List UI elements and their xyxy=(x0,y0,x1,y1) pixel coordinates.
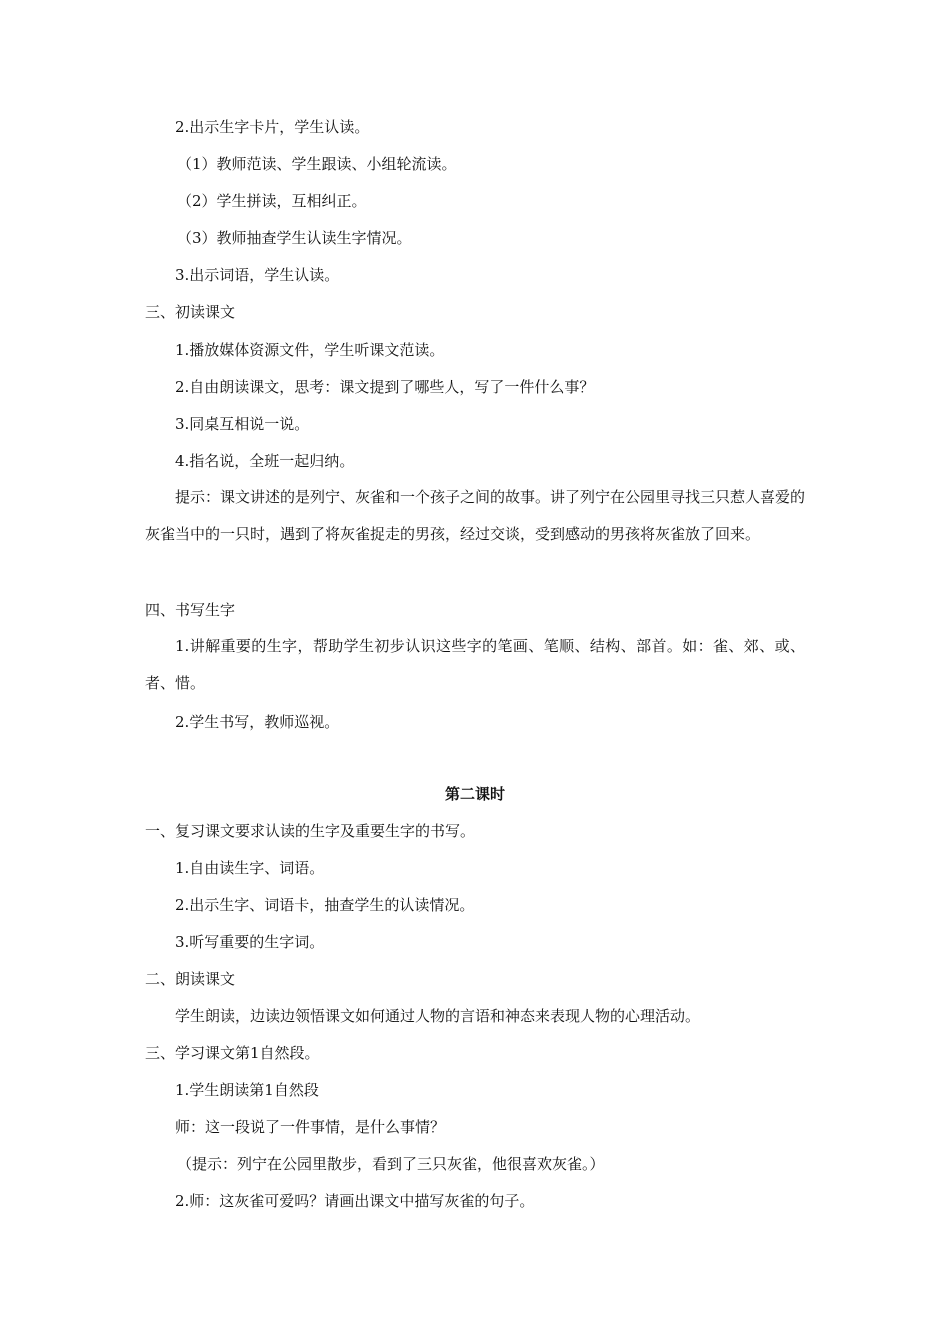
read-aloud-body: 学生朗读，边读边领悟课文如何通过人物的言语和神态来表现人物的心理活动。 xyxy=(175,1007,701,1025)
hint-answer: （提示：列宁在公园里散步，看到了三只灰雀，他很喜欢灰雀。） xyxy=(177,1155,605,1173)
hint-paragraph: 提示：课文讲述的是列宁、灰雀和一个孩子之间的故事。讲了列宁在公园里寻找三只惹人喜爱的灰雀当中的一只时，遇到了将灰雀捉走的男孩，经过交谈，受到感动的男孩将灰雀放了回来。 xyxy=(145,488,806,543)
step-explain-characters: 1.讲解重要的生字，帮助学生初步认识这些字的笔画、笔顺、结构、部首。如：雀、郊、或、者、惜。 xyxy=(145,637,805,692)
teacher-question: 师：这一段说了一件事情，是什么事情？ xyxy=(175,1118,446,1136)
step-read-words: 1.自由读生字、词语。 xyxy=(175,859,325,877)
section-heading-writing: 四、书写生字 xyxy=(145,601,236,619)
section-heading-read-aloud: 二、朗读课文 xyxy=(145,970,236,988)
step-free-reading: 2.自由朗读课文，思考：课文提到了哪些人，写了一件什么事？ xyxy=(175,378,595,396)
step-find-sentences: 2.师：这灰雀可爱吗？请画出课文中描写灰雀的句子。 xyxy=(175,1192,535,1210)
step-play-media: 1.播放媒体资源文件，学生听课文范读。 xyxy=(175,341,445,359)
step-class-summary: 4.指名说，全班一起归纳。 xyxy=(175,452,355,470)
step-students-write: 2.学生书写，教师巡视。 xyxy=(175,713,340,731)
step-show-words: 3.出示词语，学生认读。 xyxy=(175,266,340,284)
step-show-character-cards: 2.出示生字卡片，学生认读。 xyxy=(175,118,370,136)
substep-pinyin-reading: （2）学生拼读，互相纠正。 xyxy=(177,192,367,210)
step-read-paragraph-one: 1.学生朗读第1自然段 xyxy=(175,1081,319,1099)
section-heading-first-reading: 三、初读课文 xyxy=(145,303,236,321)
section-heading-paragraph-one: 三、学习课文第1自然段。 xyxy=(145,1044,320,1062)
substep-teacher-check: （3）教师抽查学生认读生字情况。 xyxy=(177,229,412,247)
substep-teacher-reading: （1）教师范读、学生跟读、小组轮流读。 xyxy=(177,155,457,173)
section-heading-review: 一、复习课文要求认读的生字及重要生字的书写。 xyxy=(145,822,476,840)
step-word-cards: 2.出示生字、词语卡，抽查学生的认读情况。 xyxy=(175,896,475,914)
lesson-title: 第二课时 xyxy=(444,785,505,803)
step-dictation: 3.听写重要的生字词。 xyxy=(175,933,325,951)
step-desk-mate-discussion: 3.同桌互相说一说。 xyxy=(175,415,310,433)
